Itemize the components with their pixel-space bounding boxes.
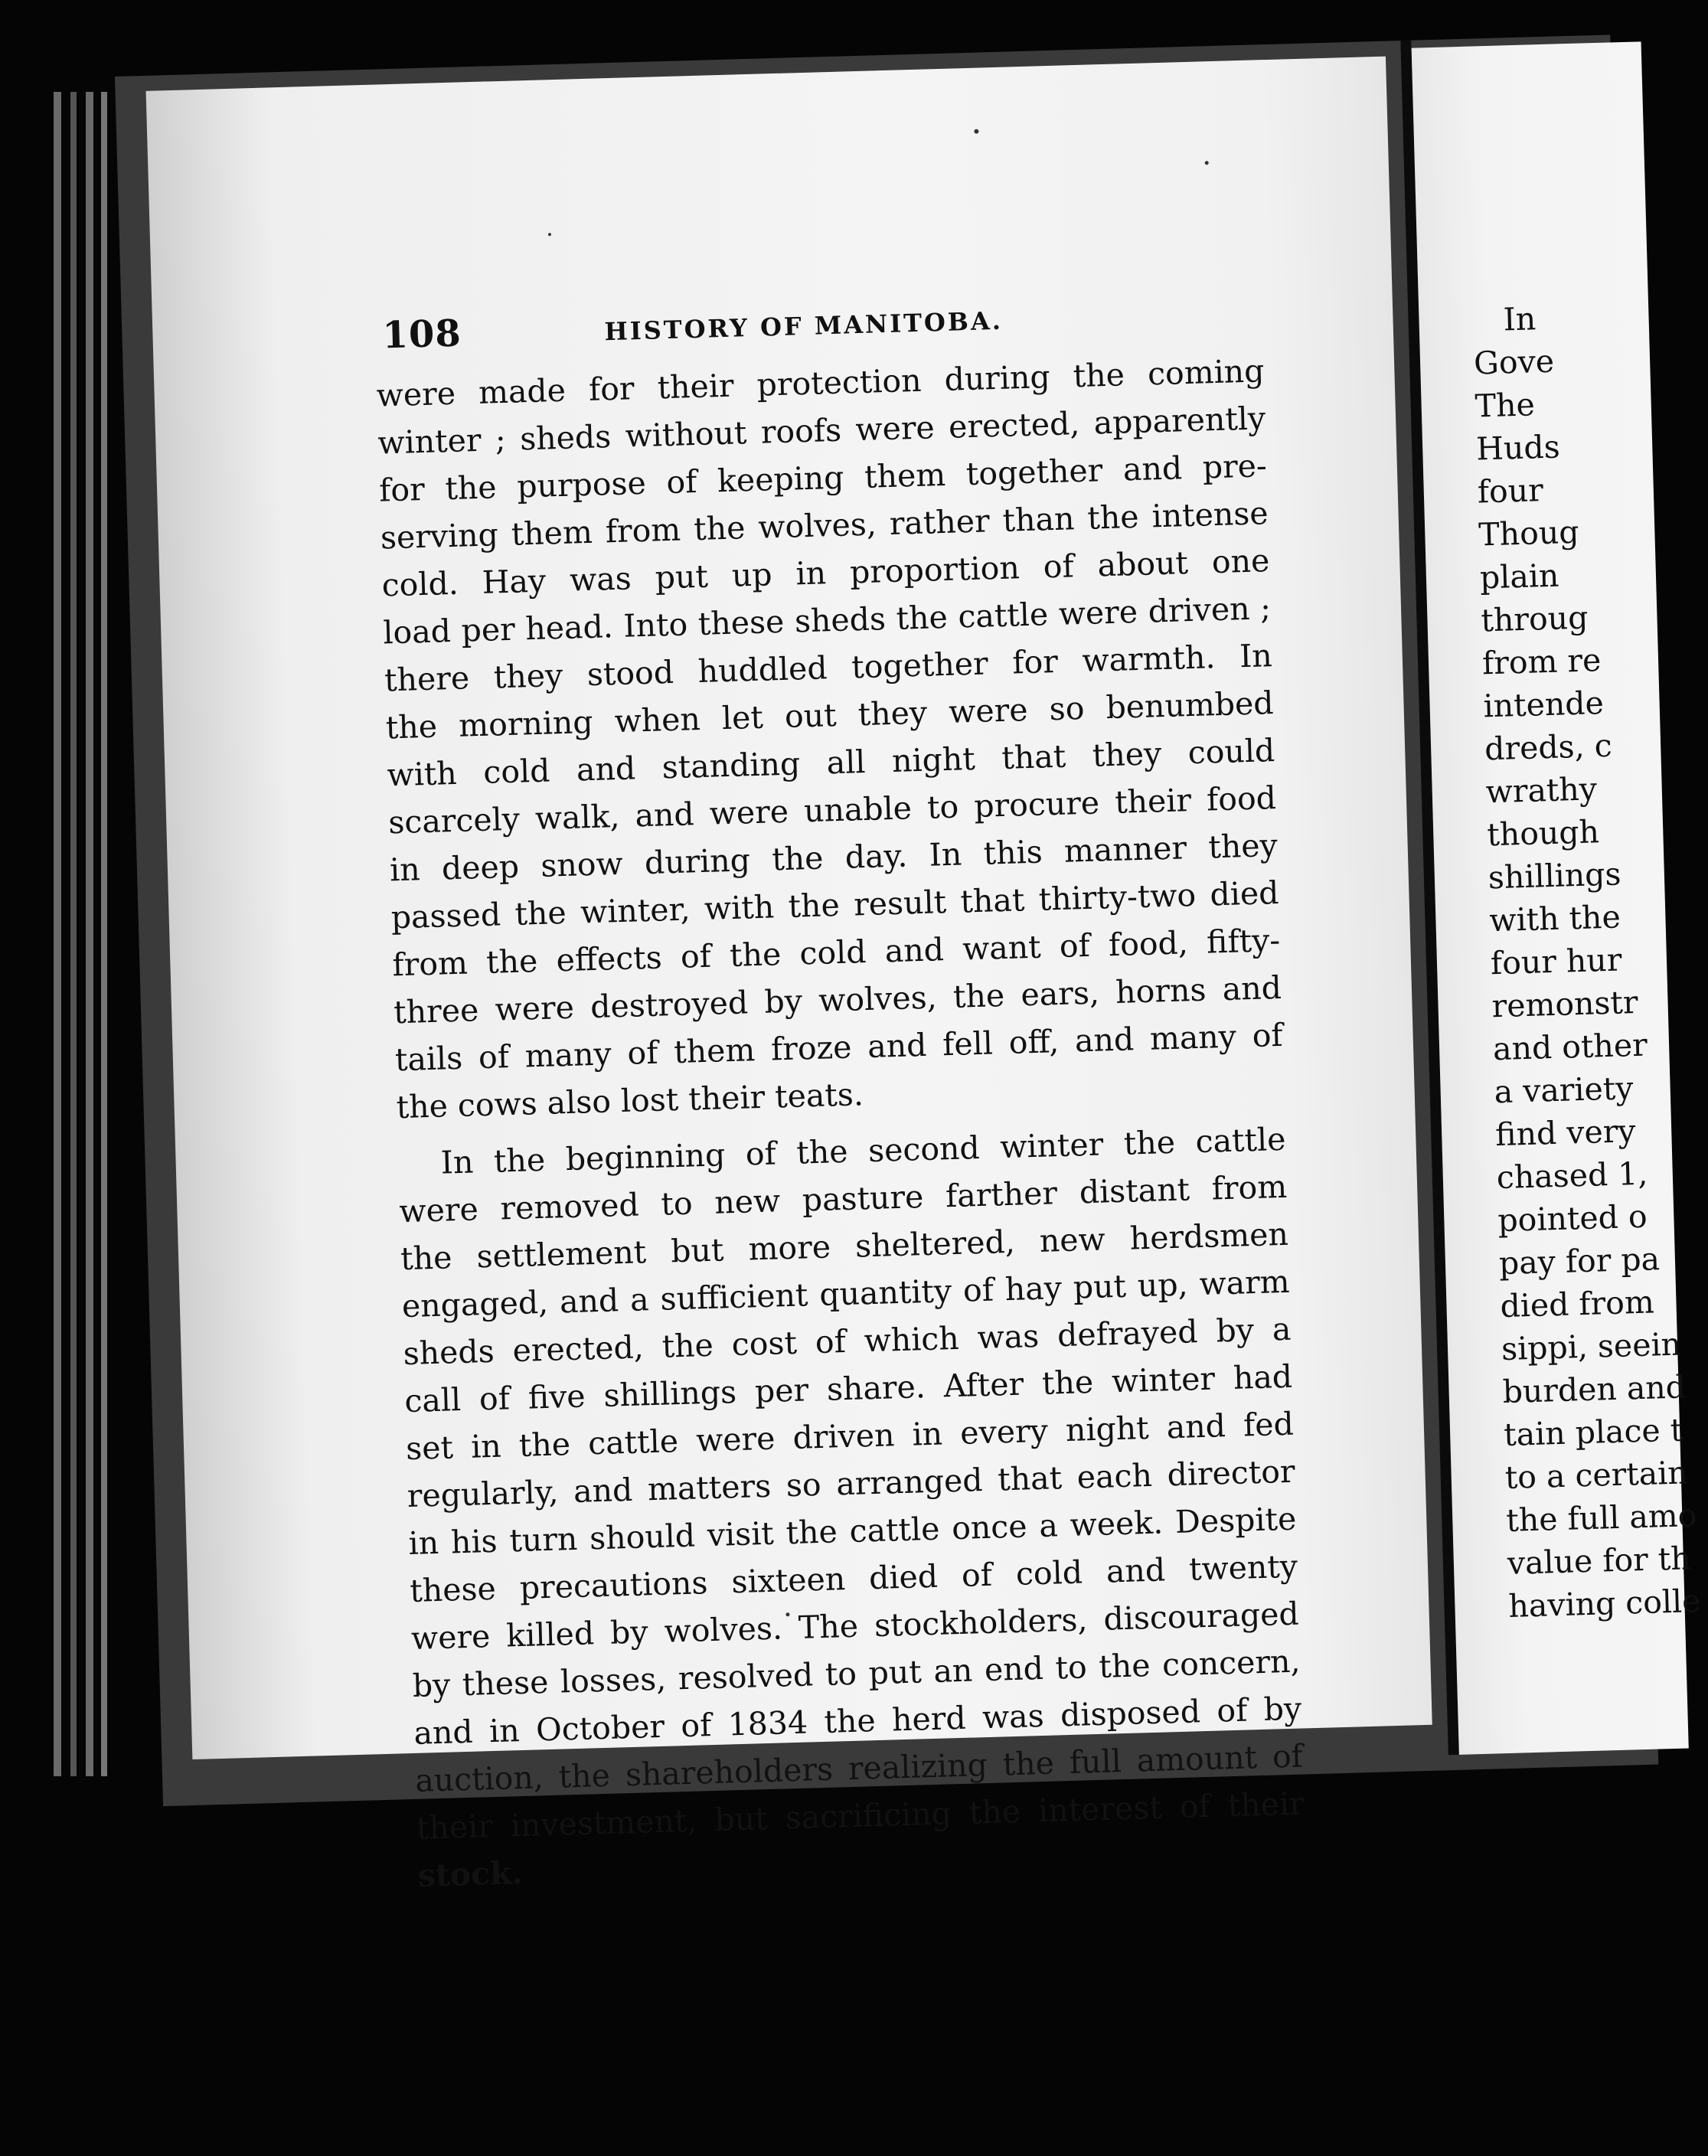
text-line: call of five shillings per share. After the winter had [403,1357,1293,1420]
text-line: regularly, and matters so arranged that each director [407,1452,1296,1515]
text-line: sippi, seein [1501,1325,1682,1368]
text-line: to a certain [1504,1454,1689,1497]
text-line: The [1474,386,1536,425]
text-line: shillings [1488,855,1622,897]
text-line: a variety [1494,1070,1635,1111]
text-line: were killed by wolves. The stockholders, discouraged [410,1595,1300,1657]
text-line: chased 1, [1496,1155,1648,1197]
left-page-body [376,347,1306,1900]
text-line: remonstr [1491,983,1639,1025]
text-line: value for th [1507,1540,1692,1582]
text-line: their investment, but sacrificing the interest of their [416,1785,1305,1847]
text-line: In [1502,300,1537,338]
text-line: In the beginning of the second winter the cattle [440,1120,1287,1181]
text-line: scarcely walk, and were unable to procure their food [387,779,1277,841]
text-line: in his turn should visit the cattle once a week. Despite [407,1500,1297,1563]
text-line: with cold and standing all night that they could [386,732,1275,794]
text-line: from re [1481,642,1602,682]
text-line: the full amo [1505,1497,1697,1539]
text-line: intende [1482,684,1605,725]
paper-speck [974,129,978,134]
paper-speck [548,233,551,236]
text-line: passed the winter, with the result that thirty-two died [390,874,1280,936]
text-line: and other [1492,1026,1648,1068]
text-line: four [1477,472,1544,511]
right-page-text [1472,294,1701,1628]
text-line: set in the cattle were driven in every night and fed [405,1405,1295,1468]
page-edge-stripe [54,92,61,1776]
text-line: having colle [1507,1582,1702,1625]
text-line: there they stood huddled together for warmth. In [384,637,1273,699]
paragraph-1 [376,347,1285,1131]
text-line: stock. [417,1854,524,1894]
text-line: with the [1488,898,1621,939]
right-page [1412,41,1702,1755]
text-line: the settlement but more sheltered, new herdsmen [400,1215,1289,1278]
page-number: 108 [381,312,462,358]
text-line: pay for pa [1498,1240,1661,1282]
text-line: by these losses, resolved to put an end to the concern, [412,1642,1301,1704]
text-line: wrathy [1485,770,1598,811]
text-line: auction, the shareholders realizing the full amount of [414,1737,1304,1799]
text-line: Thoug [1478,513,1580,554]
text-line: were removed to new pasture farther distant from [398,1168,1288,1230]
paragraph-2 [397,1116,1306,1900]
text-line: plain [1479,557,1559,596]
text-line: Gove [1473,342,1555,382]
open-book [115,34,1702,1894]
text-line: four hur [1490,941,1622,982]
text-line: though [1486,813,1600,854]
text-line: cold. Hay was put up in proportion of about one [381,542,1270,604]
text-line: the morning when let out they were so benumbed [385,684,1275,746]
text-line: dreds, c [1484,727,1613,768]
text-line: the cows also lost their teats. [396,1076,864,1126]
text-line: Huds [1475,428,1561,468]
page-edge-stripe [86,92,93,1776]
running-head: HISTORY OF MANITOBA. [604,305,1004,347]
text-line: tails of many of them froze and fell off, and many of [394,1016,1284,1079]
text-line: winter ; sheds without roofs were erected, apparently [377,400,1266,462]
text-line: died from [1499,1283,1655,1325]
text-line: pointed o [1497,1197,1648,1240]
page-edge-stripe [101,92,107,1776]
text-line: were made for their protection during the coming [376,352,1265,414]
text-line: three were destroyed by wolves, the ears, horns and [393,969,1282,1031]
text-line: tain place t [1503,1411,1684,1454]
text-line: serving them from the wolves, rather than the intense [380,495,1269,557]
text-line: these precautions sixteen died of cold and twenty [409,1547,1298,1610]
text-line: from the effects of the cold and want of food, fifty- [391,921,1281,984]
text-line: engaged, and a sufficient quantity of hay put up, warm [401,1263,1291,1325]
page-edge-stripe [70,92,77,1776]
text-line: throug [1480,599,1589,639]
text-line: and in October of 1834 the herd was disposed of by [413,1690,1302,1752]
text-line: burden and [1502,1368,1687,1411]
text-line: in deep snow during the day. In this manner they [389,826,1279,889]
text-line: load per head. Into these sheds the cattle were driven ; [382,590,1272,652]
text-line: find very [1494,1112,1637,1154]
text-line: for the purpose of keeping them together and pre- [378,447,1268,509]
paper-speck [1205,161,1209,165]
text-line: sheds erected, the cost of which was defrayed by a [403,1310,1292,1373]
